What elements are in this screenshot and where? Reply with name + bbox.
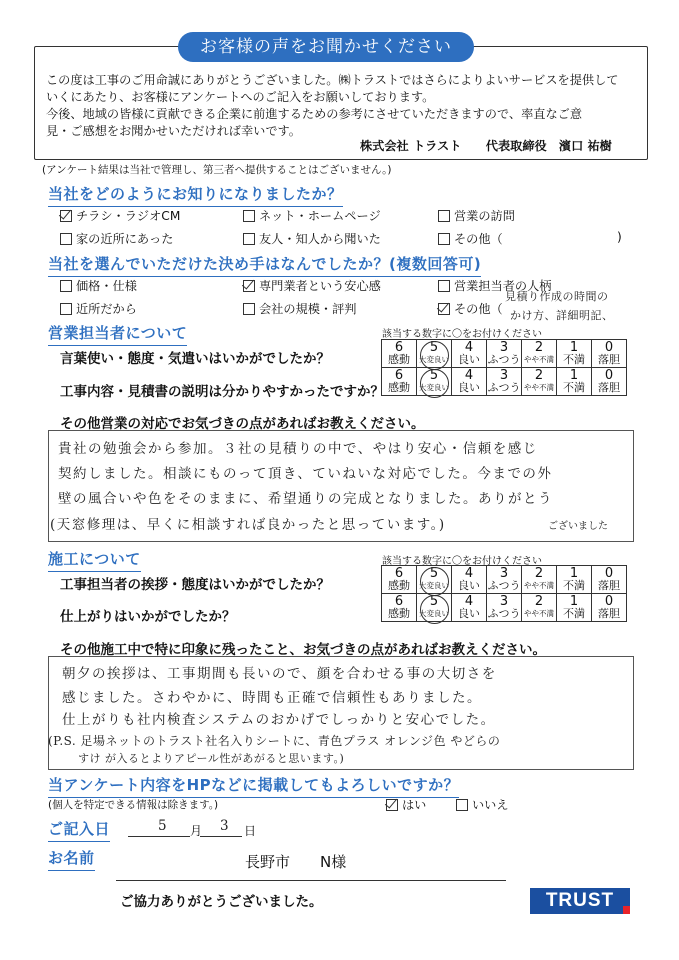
rating-5-selected[interactable]: 5 大変良い bbox=[417, 594, 452, 622]
checkbox-icon bbox=[243, 303, 255, 315]
checkbox-icon bbox=[60, 303, 72, 315]
rating-4[interactable]: 4 良い bbox=[452, 594, 487, 622]
signature: 株式会社 トラスト 代表取締役 濱口 祐樹 bbox=[360, 139, 612, 153]
rating-1[interactable]: 1 不満 bbox=[557, 566, 592, 594]
date-label: ご記入日 bbox=[48, 820, 111, 838]
name-label: お名前 bbox=[48, 849, 95, 867]
date-day[interactable]: 3 bbox=[220, 818, 231, 834]
sales-scale-head: 該当する数字に〇をお付けください bbox=[382, 329, 542, 340]
q2-other-text-2: かけ方、詳細明記、 bbox=[510, 309, 614, 322]
rating-1[interactable]: 1 不満 bbox=[557, 340, 592, 368]
q1-option-visit[interactable]: 営業の訪問 bbox=[438, 207, 515, 224]
rating-5-selected[interactable]: 5 大変良い bbox=[417, 368, 452, 396]
date-day-line bbox=[200, 836, 242, 837]
rating-6[interactable]: 6 感動 bbox=[382, 566, 417, 594]
q2-option-personality[interactable]: 営業担当者の人柄 bbox=[438, 277, 552, 294]
intro-text: この度は工事のご用命誠にありがとうございました。㈱トラストではさらによりよいサービスを提供して いくにあたり、お客様にアンケートへのご記入をお願いしております。 今後、地域の皆様に貢献できる企業に前進するための参考にさせていただきますので、率直なご意 見・ご感想をお聞かせいただければ幸いです。 bbox=[46, 73, 619, 138]
publish-no[interactable]: いいえ bbox=[456, 796, 509, 813]
q2-title: 当社を選んでいただけた決め手はなんでしたか？(複数回答可) bbox=[48, 255, 482, 273]
construction-rating-table bbox=[381, 565, 627, 622]
rating-3[interactable]: 3 ふつう bbox=[487, 594, 521, 620]
sales-question-a: 言葉使い・態度・気遣いはいかがでしたか？ bbox=[60, 351, 330, 367]
sales-free-question: その他営業の対応でお気づきの点があればお教えください。 bbox=[60, 416, 425, 432]
checkbox-icon bbox=[243, 233, 255, 245]
rating-0[interactable]: 0 落胆 bbox=[592, 566, 627, 594]
checkbox-icon bbox=[438, 210, 450, 222]
logo-accent bbox=[623, 906, 630, 914]
q2-option-specialist[interactable]: 専門業者という安心感 bbox=[243, 277, 381, 294]
sales-title: 営業担当者について bbox=[48, 324, 188, 342]
publish-yes[interactable]: はい bbox=[386, 796, 426, 813]
q1-title: 当社をどのようにお知りになりましたか？ bbox=[48, 185, 343, 203]
q1-other-close: ) bbox=[617, 230, 622, 244]
q2-other-text-1: 見積り作成の時間の bbox=[505, 290, 609, 303]
checkbox-icon bbox=[386, 799, 398, 811]
q1-option-web[interactable]: ネット・ホームページ bbox=[243, 207, 381, 224]
sales-answer-line: 壁の風合いや色をそのままに、希望通りの完成となりました。ありがとう bbox=[58, 491, 553, 507]
rating-3[interactable]: 3 ふつう bbox=[487, 368, 521, 394]
q1-option-nearby[interactable]: 家の近所にあった bbox=[60, 230, 173, 247]
construction-answer-line: 朝夕の挨拶は、工事期間も長いので、顔を合わせる事の大切さを bbox=[62, 666, 497, 682]
sales-question-b: 工事内容・見積書の説明は分かりやすかったですか？ bbox=[60, 384, 384, 400]
rating-3[interactable]: 3 ふつう bbox=[487, 340, 521, 366]
sales-answer-line: 貴社の勉強会から参加。３社の見積りの中で、やはり安心・信頼を感じ bbox=[58, 441, 538, 457]
rating-row-b bbox=[382, 594, 627, 622]
rating-6[interactable]: 6 感動 bbox=[382, 368, 417, 396]
q1-option-friend[interactable]: 友人・知人から聞いた bbox=[243, 230, 381, 247]
trust-logo: TRUST bbox=[530, 888, 630, 914]
construction-scale-head: 該当する数字に〇をお付けください bbox=[382, 556, 542, 567]
construction-answer-line: 感じました。さわやかに、時間も正確で信頼性もありました。 bbox=[62, 690, 482, 706]
q2-option-reputation[interactable]: 会社の規模・評判 bbox=[243, 300, 357, 317]
q2-option-other[interactable]: その他（ bbox=[438, 300, 503, 317]
page-title: お客様の声をお聞かせください bbox=[178, 32, 474, 62]
name-line bbox=[116, 880, 506, 881]
rating-4[interactable]: 4 良い bbox=[452, 368, 487, 396]
construction-title: 施工について bbox=[48, 550, 141, 568]
checkbox-icon bbox=[60, 210, 72, 222]
checkbox-icon bbox=[438, 303, 450, 315]
rating-1[interactable]: 1 不満 bbox=[557, 368, 592, 396]
checkbox-icon bbox=[243, 280, 255, 292]
q1-option-flyer[interactable]: チラシ・ラジオCM bbox=[60, 207, 180, 224]
construction-answer-line: (P.S. 足場ネットのトラスト社名入りシートに、青色プラス オレンジ色 やどらの bbox=[48, 734, 501, 748]
rating-0[interactable]: 0 落胆 bbox=[592, 594, 627, 622]
privacy-note: (アンケート結果は当社で管理し、第三者へ提供することはございません。) bbox=[42, 164, 392, 176]
rating-2[interactable]: 2 やや不満 bbox=[522, 594, 557, 622]
checkbox-icon bbox=[438, 280, 450, 292]
checkbox-icon bbox=[243, 210, 255, 222]
rating-6[interactable]: 6 感動 bbox=[382, 594, 417, 622]
rating-4[interactable]: 4 良い bbox=[452, 566, 487, 594]
rating-0[interactable]: 0 落胆 bbox=[592, 368, 627, 396]
q2-option-price[interactable]: 価格・仕様 bbox=[60, 277, 137, 294]
sales-answer-line: ございました bbox=[548, 521, 608, 532]
checkbox-icon bbox=[60, 233, 72, 245]
construction-free-question: その他施工中で特に印象に残ったこと、お気づきの点があればお教えください。 bbox=[60, 642, 546, 658]
thanks-text: ご協力ありがとうございました。 bbox=[120, 894, 323, 910]
rating-6[interactable]: 6 感動 bbox=[382, 340, 417, 368]
q1-option-other[interactable]: その他（ bbox=[438, 230, 503, 247]
date-month-unit: 月 bbox=[190, 824, 203, 838]
checkbox-icon bbox=[438, 233, 450, 245]
construction-question-a: 工事担当者の挨拶・態度はいかがでしたか？ bbox=[60, 577, 330, 593]
publish-title: 当アンケート内容をHPなどに掲載してもよろしいですか？ bbox=[48, 776, 460, 794]
sales-rating-table bbox=[381, 339, 627, 396]
rating-4[interactable]: 4 良い bbox=[452, 340, 487, 368]
rating-3[interactable]: 3 ふつう bbox=[487, 566, 521, 592]
rating-2[interactable]: 2 やや不満 bbox=[522, 368, 557, 396]
date-month[interactable]: 5 bbox=[158, 818, 169, 834]
rating-1[interactable]: 1 不満 bbox=[557, 594, 592, 622]
sales-answer-line: 契約しました。相談にものって頂き、ていねいな対応でした。今までの外 bbox=[58, 466, 553, 482]
date-day-unit: 日 bbox=[244, 824, 257, 838]
rating-5-selected[interactable]: 5 大変良い bbox=[417, 566, 452, 594]
rating-0[interactable]: 0 落胆 bbox=[592, 340, 627, 368]
rating-5-selected[interactable]: 5 大変良い bbox=[417, 340, 452, 368]
rating-2[interactable]: 2 やや不満 bbox=[522, 340, 557, 368]
q2-option-nearby[interactable]: 近所だから bbox=[60, 300, 137, 317]
construction-question-b: 仕上がりはいかがでしたか？ bbox=[60, 609, 236, 625]
construction-answer-line: 仕上がりも社内検査システムのおかげでしっかりと安心でした。 bbox=[62, 712, 496, 728]
name-value[interactable]: 長野市 N様 bbox=[245, 853, 347, 871]
sales-answer-line: (天窓修理は、早くに相談すれば良かったと思っています。) bbox=[50, 517, 446, 533]
rating-row-a bbox=[382, 566, 627, 594]
construction-answer-line: すけ が入るとよりアピール性があがると思います。) bbox=[78, 752, 345, 765]
rating-2[interactable]: 2 やや不満 bbox=[522, 566, 557, 594]
publish-note: (個人を特定できる情報は除きます。) bbox=[48, 799, 219, 811]
checkbox-icon bbox=[60, 280, 72, 292]
rating-row-b bbox=[382, 368, 627, 396]
rating-row-a bbox=[382, 340, 627, 368]
date-month-line bbox=[128, 836, 190, 837]
checkbox-icon bbox=[456, 799, 468, 811]
